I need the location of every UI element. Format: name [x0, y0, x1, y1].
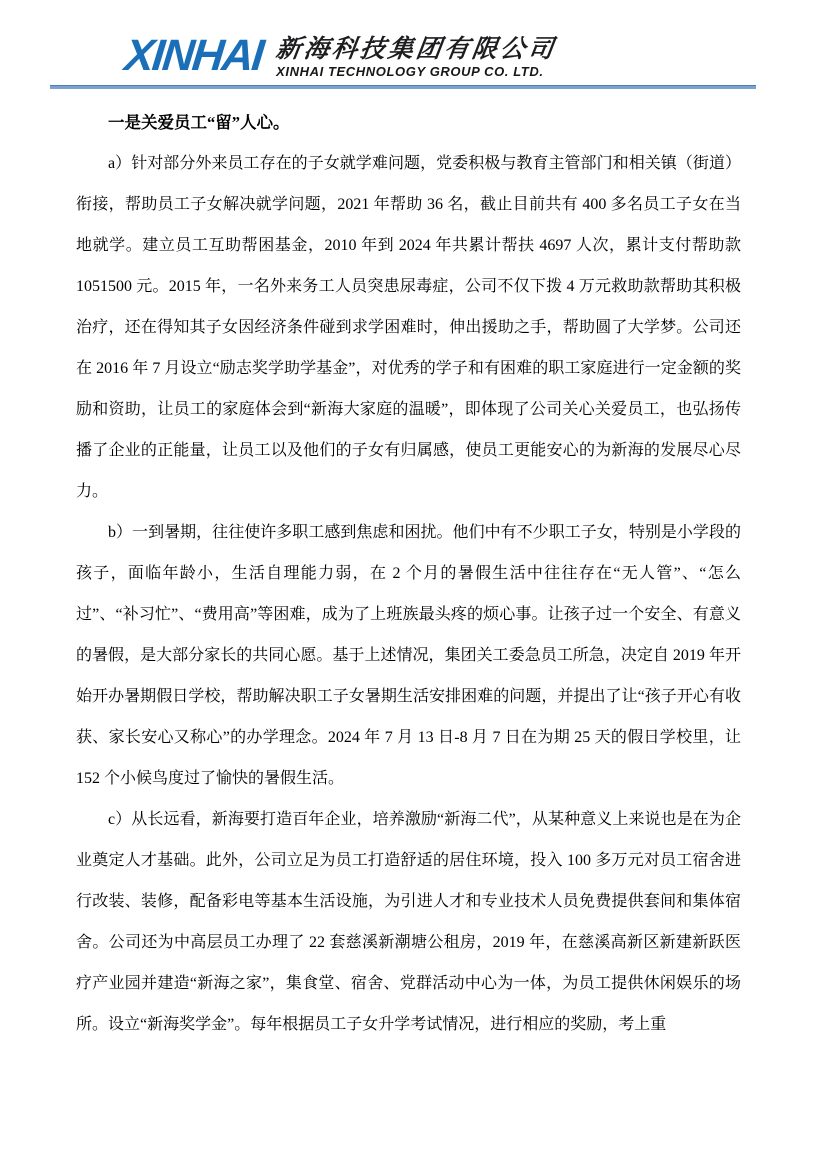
paragraph-b: b）一到暑期，往往使许多职工感到焦虑和困扰。他们中有不少职工子女，特别是小学段的孩子，面临年龄小，生活自理能力弱，在 2 个月的暑假生活中往往存在“无人管”、“怎么过”、“补习忙”、“费用高”等困难，成为了上班族最头疼的烦心事。让孩子过一个安全、有意义的暑假，是大部分家长的共同心愿。基于上述情况，集团关工委急员工所急，决定自 2019 年开始开办暑期假日学校，帮助解决职工子女暑期生活安排困难的问题，并提出了让“孩子开心有收获、家长安心又称心”的办学理念。2024 年 7 月 13 日-8 月 7 日在为期 25 天的假日学校里，让 152 个小候鸟度过了愉快的暑假生活。	[76, 524, 741, 787]
company-logo-wordmark: XINHAI	[122, 31, 265, 80]
paragraph-a: a）针对部分外来员工存在的子女就学难问题，党委积极与教育主管部门和相关镇（街道）衔接，帮助员工子女解决就学问题，2021 年帮助 36 名，截止目前共有 400 多名员工子女在当地就学。建立员工互助帮困基金，2010 年到 2024 年共累计帮扶 4697 人次，累计支付帮助款 1051500 元。2015 年，一名外来务工人员突患尿毒症，公司不仅下拨 4 万元救助款帮助其积极治疗，还在得知其子女因经济条件碰到求学困难时，伸出援助之手，帮助圆了大学梦。公司还在 2016 年 7 月设立“励志奖学助学基金”，对优秀的学子和有困难的职工家庭进行一定金额的奖励和资助，让员工的家庭体会到“新海大家庭的温暖”，即体现了公司关心关爱员工，也弘扬传播了企业的正能量，让员工以及他们的子女有归属感，使员工更能安心的为新海的发展尽心尽力。	[76, 155, 741, 500]
letterhead-divider-rule	[50, 85, 756, 89]
paragraph-c: c）从长远看，新海要打造百年企业，培养激励“新海二代”，从某种意义上来说也是在为企业奠定人才基础。此外，公司立足为员工打造舒适的居住环境，投入 100 多万元对员工宿舍进行改装、装修，配备彩电等基本生活设施，为引进人才和专业技术人员免费提供套间和集体宿舍。公司还为中高层员工办理了 22 套慈溪新潮塘公租房，2019 年，在慈溪高新区新建新跃医疗产业园并建造“新海之家”，集食堂、宿舍、党群活动中心为一体，为员工提供休闲娱乐的场所。设立“新海奖学金”。每年根据员工子女升学考试情况，进行相应的奖励，考上重	[76, 811, 741, 1033]
section-heading: 一是关爱员工“留”人心。	[108, 113, 290, 132]
company-name-block	[274, 36, 559, 79]
document-text-area	[76, 102, 741, 1045]
letterhead	[122, 30, 559, 82]
company-name-english: XINHAI TECHNOLOGY GROUP CO. LTD.	[276, 64, 544, 79]
company-name-chinese: 新海科技集团有限公司	[274, 36, 559, 63]
